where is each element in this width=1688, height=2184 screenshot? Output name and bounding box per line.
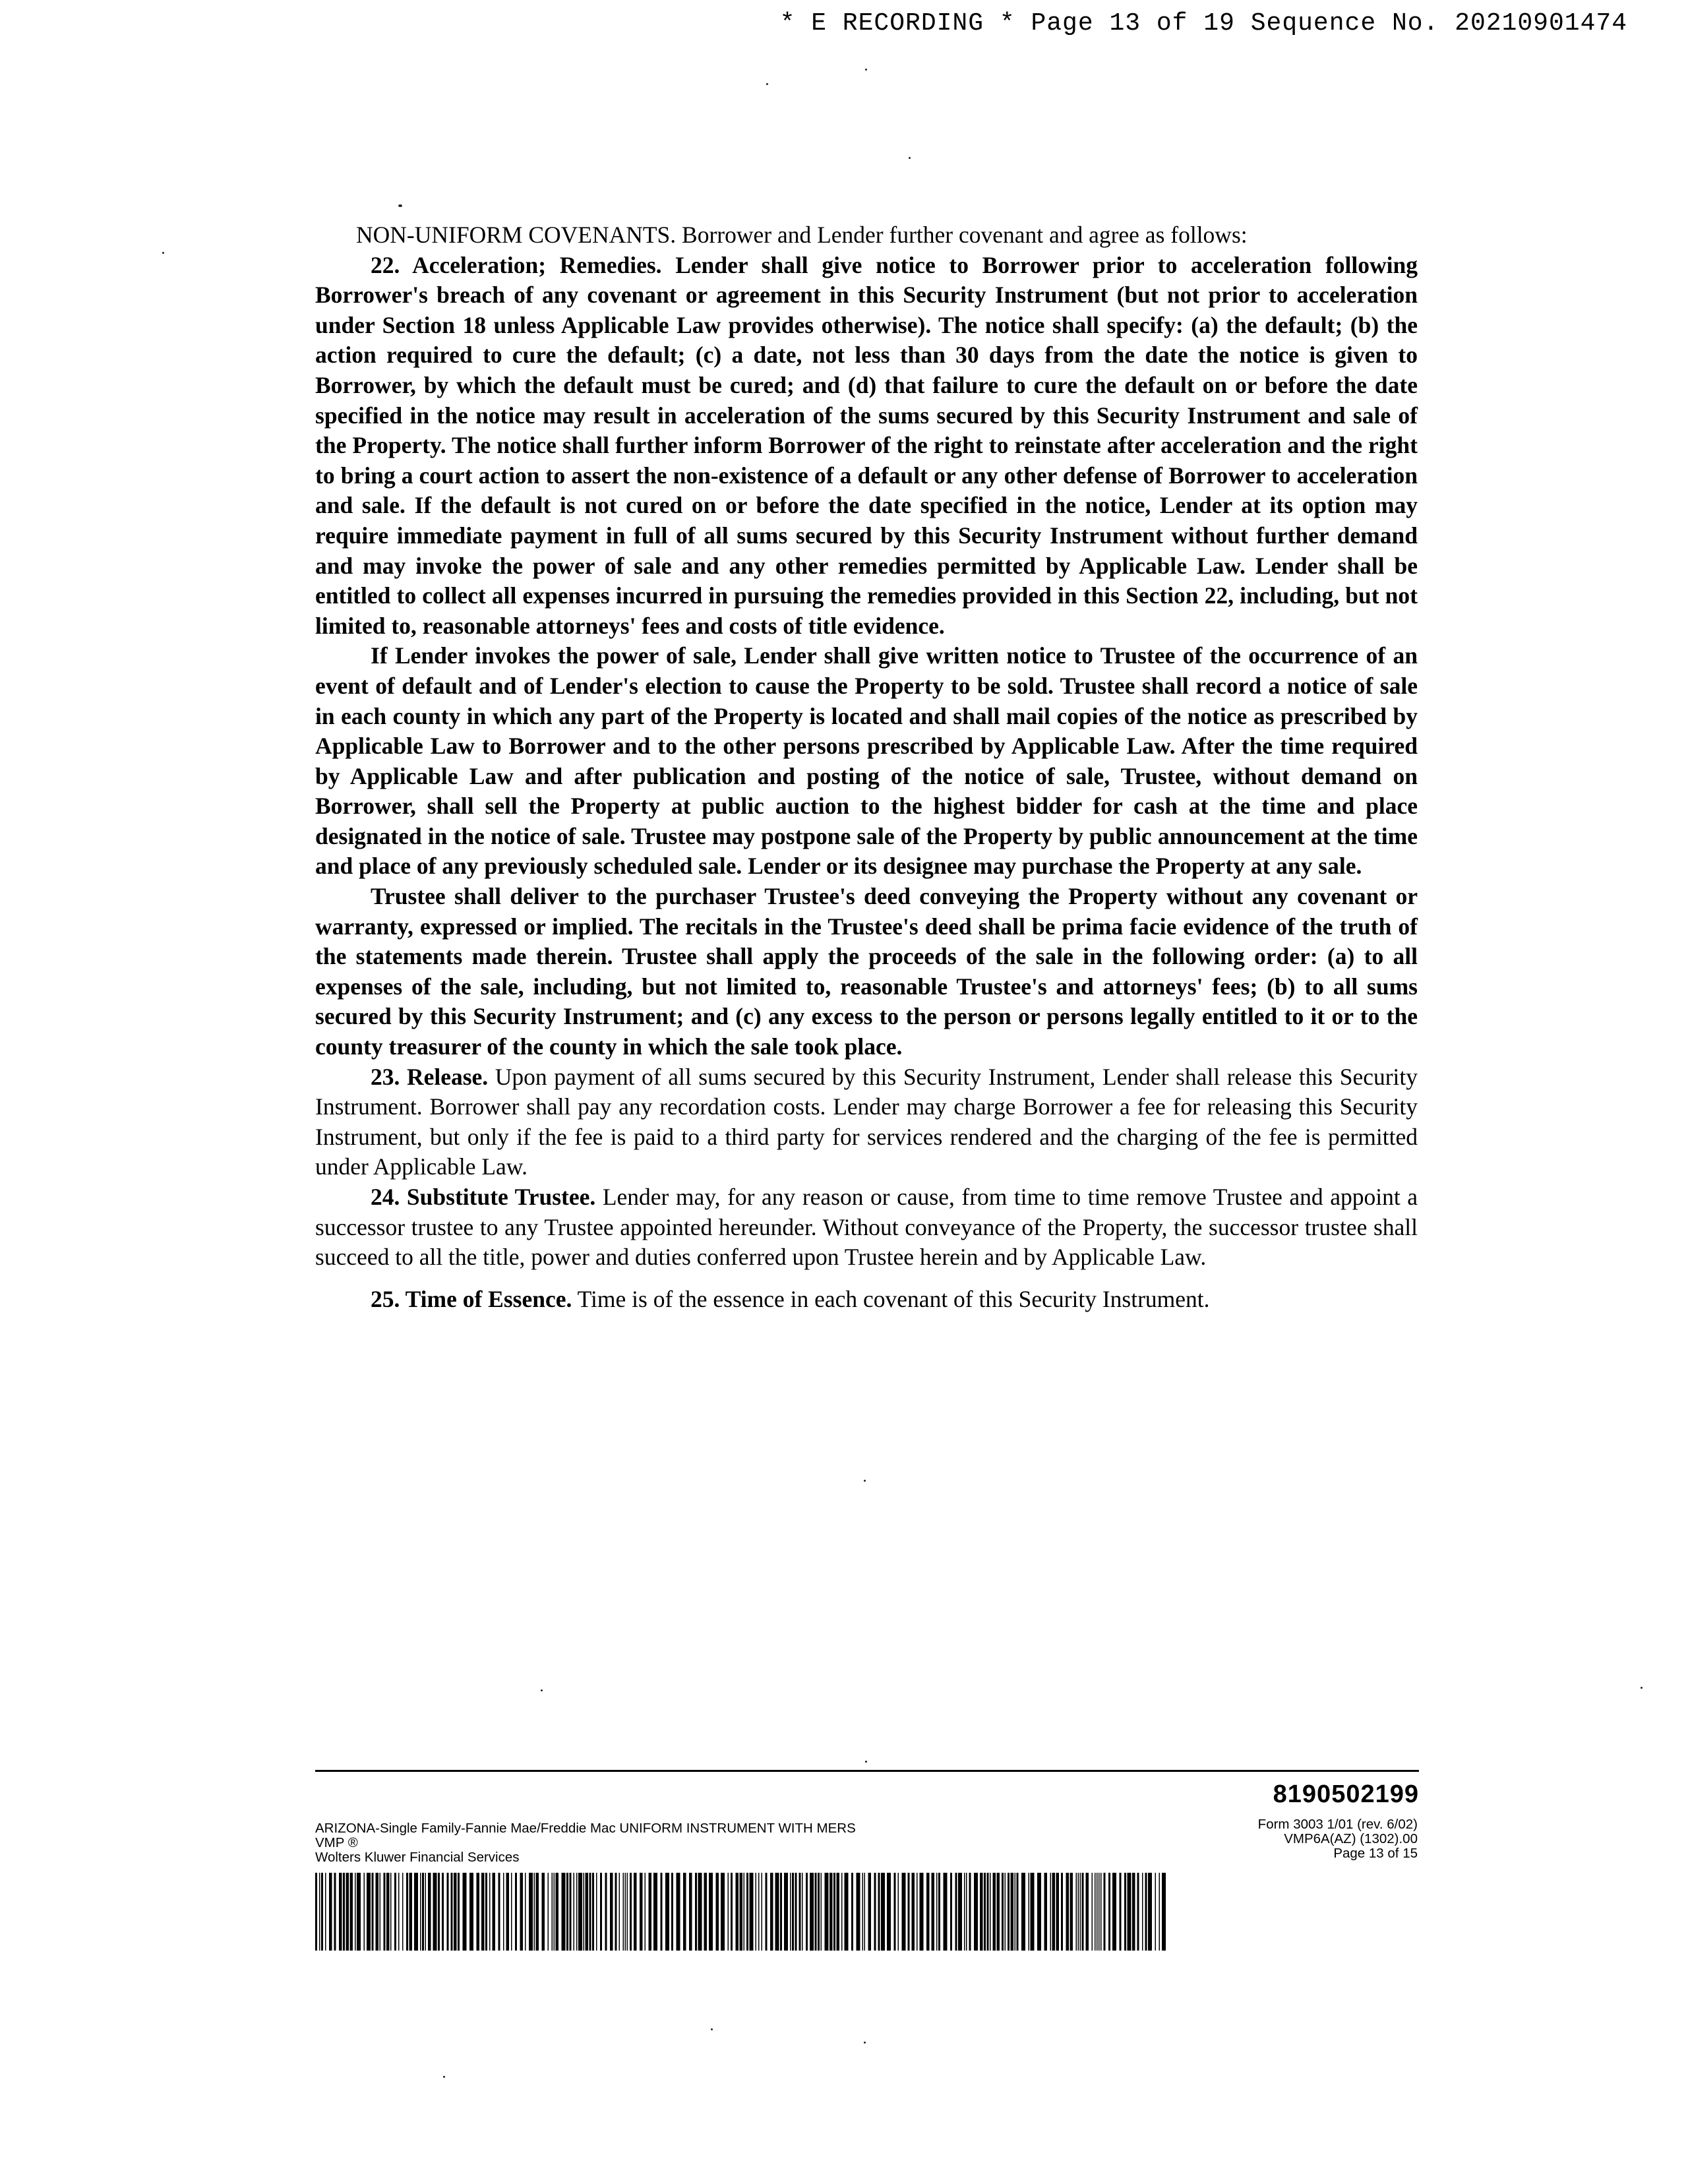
barcode-bar xyxy=(851,1873,853,1951)
barcode-bar xyxy=(414,1873,418,1951)
scan-speck xyxy=(162,252,164,254)
scan-speck xyxy=(541,1689,543,1691)
barcode-bar xyxy=(402,1873,404,1951)
barcode-bar xyxy=(506,1873,510,1951)
barcode-bar xyxy=(600,1873,602,1951)
barcode-bar xyxy=(1021,1873,1025,1951)
scan-speck xyxy=(766,83,768,85)
barcode-bar xyxy=(1132,1873,1135,1951)
barcode-bar xyxy=(592,1873,594,1951)
barcode-bar xyxy=(1078,1873,1079,1951)
barcode-bar xyxy=(917,1873,918,1951)
barcode-bar xyxy=(511,1873,512,1951)
barcode-bar xyxy=(1029,1873,1030,1951)
barcode-bar xyxy=(868,1873,872,1951)
barcode-bar xyxy=(969,1873,971,1951)
barcode-bar xyxy=(319,1873,320,1951)
barcode-bar xyxy=(1086,1873,1089,1951)
barcode-bar xyxy=(343,1873,345,1951)
barcode-bar xyxy=(1099,1873,1100,1951)
barcode-bar xyxy=(766,1873,768,1951)
barcode-bar xyxy=(339,1873,342,1951)
barcode-bar xyxy=(384,1873,386,1951)
barcode-bar xyxy=(833,1873,835,1951)
barcode-bar xyxy=(736,1873,739,1951)
barcode-bar xyxy=(425,1873,427,1951)
barcode-bar xyxy=(881,1873,885,1951)
barcode-bar xyxy=(944,1873,948,1951)
barcode-bar xyxy=(1112,1873,1116,1951)
barcode-bar xyxy=(346,1873,349,1951)
barcode-bar xyxy=(372,1873,374,1951)
barcode-bar xyxy=(780,1873,782,1951)
barcode-bar xyxy=(364,1873,365,1951)
barcode-bar xyxy=(1155,1873,1157,1951)
scan-speck xyxy=(865,69,867,71)
barcode-bar xyxy=(578,1873,582,1951)
barcode-bar xyxy=(1142,1873,1143,1951)
barcode-bar xyxy=(542,1873,545,1951)
barcode-bar xyxy=(894,1873,896,1951)
barcode-bar xyxy=(806,1873,808,1951)
barcode-bar xyxy=(841,1873,843,1951)
section-22-text: Lender shall give notice to Borrower prior to acceleration following Borrower's breach of any covenant or agreement in this Security Instrument (but not prior to acceleration under Section 18 unless Applicable Law provides otherwise). The notice shall specify: (a) the default; (b) the action required to cure the default; (c) a date, not less than 30 days from the date the notice is given to Borrower, by which the default must be cured; and (d) that failure to cure the default on or before the date specified in the notice may result in acceleration of the sums secured by this Security Instrument and sale of the Property. The notice shall further inform Borrower of the right to reinstate after acceleration and the right to bring a court action to assert the non-existence of a default or any other defense of Borrower to acceleration and sale. If the default is not cured on or before the date specified in the notice, Lender at its option may require immediate payment in full of all sums secured by this Security Instrument without further demand and may invoke the power of sale and any other remedies permitted by Applicable Law. Lender shall be entitled to collect all expenses incurred in pursuing the remedies provided in this Section 22, including, but not limited to, reasonable attorneys' fees and costs of title evidence. xyxy=(315,251,1418,639)
barcode-bar xyxy=(744,1873,745,1951)
barcode-bar xyxy=(746,1873,748,1951)
barcode-bar xyxy=(390,1873,392,1951)
barcode-bar xyxy=(394,1873,396,1951)
barcode-bar xyxy=(1050,1873,1052,1951)
barcode-bar xyxy=(1017,1873,1019,1951)
footer-form-info xyxy=(315,1821,856,1865)
barcode-bar xyxy=(630,1873,632,1951)
section-24-text: Lender may, for any reason or cause, from time to time remove Trustee and appoint a successor trustee to any Trustee appointed hereunder. Without conveyance of the Property, the successor trustee shall succeed to all the title, power and duties conferred upon Trustee herein and by Applicable Law. xyxy=(315,1184,1418,1271)
barcode-bar xyxy=(1128,1873,1131,1951)
barcode-bar xyxy=(498,1873,500,1951)
barcode-bar xyxy=(1092,1873,1093,1951)
barcode-bar xyxy=(576,1873,578,1951)
barcode-bar xyxy=(980,1873,983,1951)
barcode-bar xyxy=(790,1873,791,1951)
barcode-bar xyxy=(716,1873,719,1951)
barcode-bar xyxy=(728,1873,729,1951)
barcode-bar xyxy=(428,1873,431,1951)
barcode-bar xyxy=(1031,1873,1035,1951)
barcode-bar xyxy=(908,1873,910,1951)
barcode-bar xyxy=(1044,1873,1048,1951)
barcode-bar xyxy=(671,1873,673,1951)
barcode-bar xyxy=(422,1873,424,1951)
barcode-bar xyxy=(649,1873,652,1951)
barcode-bar xyxy=(958,1873,962,1951)
document-body xyxy=(315,220,1418,1314)
barcode-bar xyxy=(350,1873,353,1951)
barcode-bar xyxy=(451,1873,453,1951)
barcode-bar xyxy=(1052,1873,1056,1951)
recording-header: * E RECORDING * Page 13 of 19 Sequence No. 20210901474 xyxy=(779,9,1627,38)
form-code: VMP6A(AZ) (1302).00 xyxy=(1284,1831,1418,1846)
scan-speck xyxy=(711,2028,713,2030)
section-22-power-of-sale: If Lender invokes the power of sale, Lender shall give written notice to Trustee of the occurrence of an event of default and of Lender's election to cause the Property to be sold. Trustee shall record a notice of sale in each county in which any part of the Property is located and shall mail copies of the notice as prescribed by Applicable Law to Borrower and to the other persons prescribed by Applicable Law. After the time required by Applicable Law and after publication and posting of the notice of sale, Trustee, without demand on Borrower, shall sell the Property at public auction to the highest bidder for cash at the time and place designated in the notice of sale. Trustee may postpone sale of the Property by public announcement at the time and place of any previously scheduled sale. Lender or its designee may purchase the Property at any sale. xyxy=(315,642,1418,880)
barcode-bar xyxy=(574,1873,575,1951)
barcode-bar xyxy=(556,1873,559,1951)
barcode-bar xyxy=(409,1873,413,1951)
barcode-bar xyxy=(887,1873,891,1951)
barcode-bar xyxy=(698,1873,702,1951)
barcode-bar xyxy=(554,1873,555,1951)
barcode-bar xyxy=(645,1873,646,1951)
barcode-bar xyxy=(406,1873,408,1951)
barcode-bar xyxy=(481,1873,485,1951)
barcode-bar xyxy=(386,1873,390,1951)
footer-form-number xyxy=(1258,1817,1418,1861)
barcode-bar xyxy=(367,1873,371,1951)
section-22-paragraph-2 xyxy=(315,641,1418,882)
barcode-bar xyxy=(802,1873,803,1951)
barcode-bar xyxy=(315,1873,317,1951)
page-indicator: Page 13 of 15 xyxy=(1333,1846,1418,1861)
barcode-bar xyxy=(376,1873,379,1951)
barcode-bar xyxy=(709,1873,713,1951)
barcode-bar xyxy=(932,1873,935,1951)
barcode-bar xyxy=(623,1873,624,1951)
barcode-bar xyxy=(625,1873,626,1951)
barcode-bar xyxy=(469,1873,473,1951)
barcode-bar xyxy=(1037,1873,1041,1951)
barcode-bar xyxy=(1148,1873,1152,1951)
barcode-bar xyxy=(864,1873,866,1951)
barcode-bar xyxy=(1002,1873,1004,1951)
barcode-bar xyxy=(334,1873,336,1951)
barcode-bar xyxy=(821,1873,822,1951)
barcode-bar xyxy=(784,1873,788,1951)
barcode-bar xyxy=(458,1873,460,1951)
barcode-bar xyxy=(955,1873,957,1951)
barcode-bar xyxy=(1104,1873,1106,1951)
barcode-bar xyxy=(810,1873,814,1951)
barcode-bar xyxy=(442,1873,444,1951)
barcode-bar xyxy=(584,1873,585,1951)
section-24-title: 24. Substitute Trustee. xyxy=(371,1184,596,1210)
barcode-bar xyxy=(758,1873,760,1951)
barcode-bar xyxy=(795,1873,797,1951)
barcode-bar xyxy=(936,1873,938,1951)
barcode-bar xyxy=(627,1873,628,1951)
barcode-bar xyxy=(974,1873,978,1951)
barcode-bar xyxy=(704,1873,708,1951)
barcode-bar xyxy=(740,1873,743,1951)
barcode-bar xyxy=(653,1873,657,1951)
barcode-bar xyxy=(619,1873,620,1951)
barcode-bar xyxy=(857,1873,860,1951)
publisher: Wolters Kluwer Financial Services xyxy=(315,1850,520,1865)
barcode-bar xyxy=(454,1873,457,1951)
barcode xyxy=(315,1873,1166,1951)
barcode-bar xyxy=(874,1873,876,1951)
section-24 xyxy=(315,1182,1418,1273)
barcode-bar xyxy=(661,1873,663,1951)
barcode-bar xyxy=(770,1873,773,1951)
loan-number: 8190502199 xyxy=(1273,1780,1419,1808)
barcode-bar xyxy=(1124,1873,1126,1951)
barcode-bar xyxy=(938,1873,940,1951)
barcode-bar xyxy=(920,1873,924,1951)
barcode-bar xyxy=(615,1873,617,1951)
barcode-bar xyxy=(566,1873,568,1951)
barcode-bar xyxy=(605,1873,607,1951)
barcode-bar xyxy=(987,1873,989,1951)
barcode-bar xyxy=(534,1873,535,1951)
barcode-bar xyxy=(634,1873,637,1951)
barcode-bar xyxy=(845,1873,849,1951)
barcode-bar xyxy=(815,1873,817,1951)
barcode-bar xyxy=(477,1873,480,1951)
non-uniform-covenants-heading: NON-UNIFORM COVENANTS. Borrower and Lender further covenant and agree as follows: xyxy=(356,222,1248,248)
barcode-bar xyxy=(731,1873,733,1951)
barcode-bar xyxy=(683,1873,686,1951)
barcode-bar xyxy=(570,1873,572,1951)
barcode-bar xyxy=(552,1873,553,1951)
barcode-bar xyxy=(950,1873,952,1951)
section-25-title: 25. Time of Essence. xyxy=(371,1285,572,1312)
barcode-bar xyxy=(1095,1873,1096,1951)
barcode-bar xyxy=(1162,1873,1166,1951)
barcode-bar xyxy=(1011,1873,1014,1951)
barcode-bar xyxy=(1097,1873,1098,1951)
barcode-bar xyxy=(520,1873,524,1951)
barcode-bar xyxy=(1066,1873,1070,1951)
barcode-bar xyxy=(837,1873,840,1951)
barcode-bar xyxy=(589,1873,591,1951)
scan-speck xyxy=(398,204,402,207)
barcode-bar xyxy=(829,1873,833,1951)
barcode-bar xyxy=(964,1873,965,1951)
barcode-bar xyxy=(562,1873,566,1951)
barcode-bar xyxy=(1070,1873,1073,1951)
section-25 xyxy=(315,1285,1418,1315)
barcode-bar xyxy=(355,1873,356,1951)
barcode-bar xyxy=(665,1873,669,1951)
barcode-bar xyxy=(997,1873,1000,1951)
barcode-bar xyxy=(1137,1873,1139,1951)
barcode-bar xyxy=(1100,1873,1102,1951)
barcode-bar xyxy=(926,1873,930,1951)
barcode-bar xyxy=(775,1873,779,1951)
section-25-text: Time is of the essence in each covenant of this Security Instrument. xyxy=(577,1285,1210,1312)
barcode-bar xyxy=(489,1873,491,1951)
section-22-paragraph-3 xyxy=(315,882,1418,1062)
barcode-bar xyxy=(898,1873,899,1951)
barcode-bar xyxy=(993,1873,996,1951)
barcode-bar xyxy=(966,1873,967,1951)
barcode-bar xyxy=(818,1873,820,1951)
footer-rule xyxy=(315,1770,1419,1772)
barcode-bar xyxy=(463,1873,467,1951)
section-23 xyxy=(315,1062,1418,1182)
barcode-bar xyxy=(610,1873,613,1951)
vmp-mark: VMP ® xyxy=(315,1835,358,1850)
barcode-bar xyxy=(862,1873,864,1951)
barcode-bar xyxy=(325,1873,326,1951)
barcode-bar xyxy=(902,1873,906,1951)
barcode-bar xyxy=(447,1873,449,1951)
barcode-bar xyxy=(1159,1873,1160,1951)
barcode-bar xyxy=(762,1873,763,1951)
barcode-bar xyxy=(1015,1873,1016,1951)
scan-speck xyxy=(909,157,911,159)
barcode-bar xyxy=(525,1873,526,1951)
barcode-bar xyxy=(984,1873,986,1951)
section-22-trustee-deed: Trustee shall deliver to the purchaser Trustee's deed conveying the Property without any covenant or warranty, expressed or implied. The recitals in the Trustee's deed shall be prima facie evidence of the truth of the statements made therein. Trustee shall apply the proceeds of the sale in the following order: (a) to all expenses of the sale, including, but not limited to, reasonable Trustee's and attorneys' fees; (b) to all sums secured by this Security Instrument; and (c) any excess to the person or persons legally entitled to it or to the county treasurer of the county in which the sale took place. xyxy=(315,883,1418,1060)
form-title: ARIZONA-Single Family-Fannie Mae/Freddie Mac UNIFORM INSTRUMENT WITH MERS xyxy=(315,1821,856,1836)
barcode-bar xyxy=(548,1873,549,1951)
section-22-paragraph-1 xyxy=(315,251,1418,642)
scan-speck xyxy=(864,1480,866,1482)
barcode-bar xyxy=(1080,1873,1081,1951)
barcode-bar xyxy=(357,1873,361,1951)
scan-speck xyxy=(864,2042,866,2044)
barcode-bar xyxy=(677,1873,680,1951)
barcode-bar xyxy=(380,1873,381,1951)
barcode-bar xyxy=(695,1873,697,1951)
scan-speck xyxy=(865,1761,867,1763)
barcode-bar xyxy=(438,1873,440,1951)
barcode-bar xyxy=(1008,1873,1010,1951)
barcode-bar xyxy=(321,1873,323,1951)
section-23-title: 23. Release. xyxy=(371,1063,489,1090)
barcode-bar xyxy=(689,1873,692,1951)
barcode-bar xyxy=(515,1873,517,1951)
barcode-bar xyxy=(640,1873,643,1951)
barcode-bar xyxy=(792,1873,794,1951)
barcode-bar xyxy=(1076,1873,1077,1951)
barcode-bar xyxy=(329,1873,332,1951)
barcode-bar xyxy=(799,1873,801,1951)
section-23-text: Upon payment of all sums secured by this Security Instrument, Lender shall release this Security Instrument. Borrower shall pay any recordation costs. Lender may charge Borrower a fee for releasing this Security Instrument, but only if the fee is paid to a third party for services rendered and the charging of the fee is permitted under Applicable Law. xyxy=(315,1063,1418,1180)
form-number: Form 3003 1/01 (rev. 6/02) xyxy=(1257,1817,1418,1832)
barcode-bar xyxy=(990,1873,991,1951)
scan-speck xyxy=(1641,1687,1643,1689)
section-22-title: 22. Acceleration; Remedies. xyxy=(371,251,662,278)
barcode-bar xyxy=(1145,1873,1147,1951)
barcode-bar xyxy=(1061,1873,1063,1951)
barcode-bar xyxy=(1108,1873,1110,1951)
barcode-bar xyxy=(420,1873,421,1951)
barcode-bar xyxy=(1082,1873,1084,1951)
barcode-bar xyxy=(433,1873,437,1951)
barcode-bar xyxy=(878,1873,880,1951)
scan-speck xyxy=(443,2076,445,2078)
barcode-bar xyxy=(485,1873,487,1951)
barcode-bar xyxy=(529,1873,533,1951)
barcode-bar xyxy=(1120,1873,1122,1951)
barcode-bar xyxy=(586,1873,589,1951)
barcode-bar xyxy=(493,1873,496,1951)
barcode-bar xyxy=(750,1873,754,1951)
barcode-bar xyxy=(398,1873,400,1951)
barcode-bar xyxy=(825,1873,829,1951)
barcode-bar xyxy=(721,1873,725,1951)
barcode-bar xyxy=(503,1873,504,1951)
barcode-bar xyxy=(1005,1873,1006,1951)
barcode-bar xyxy=(536,1873,539,1951)
barcode-bar xyxy=(912,1873,915,1951)
barcode-bar xyxy=(756,1873,757,1951)
barcode-bar xyxy=(1056,1873,1060,1951)
barcode-bar xyxy=(596,1873,597,1951)
